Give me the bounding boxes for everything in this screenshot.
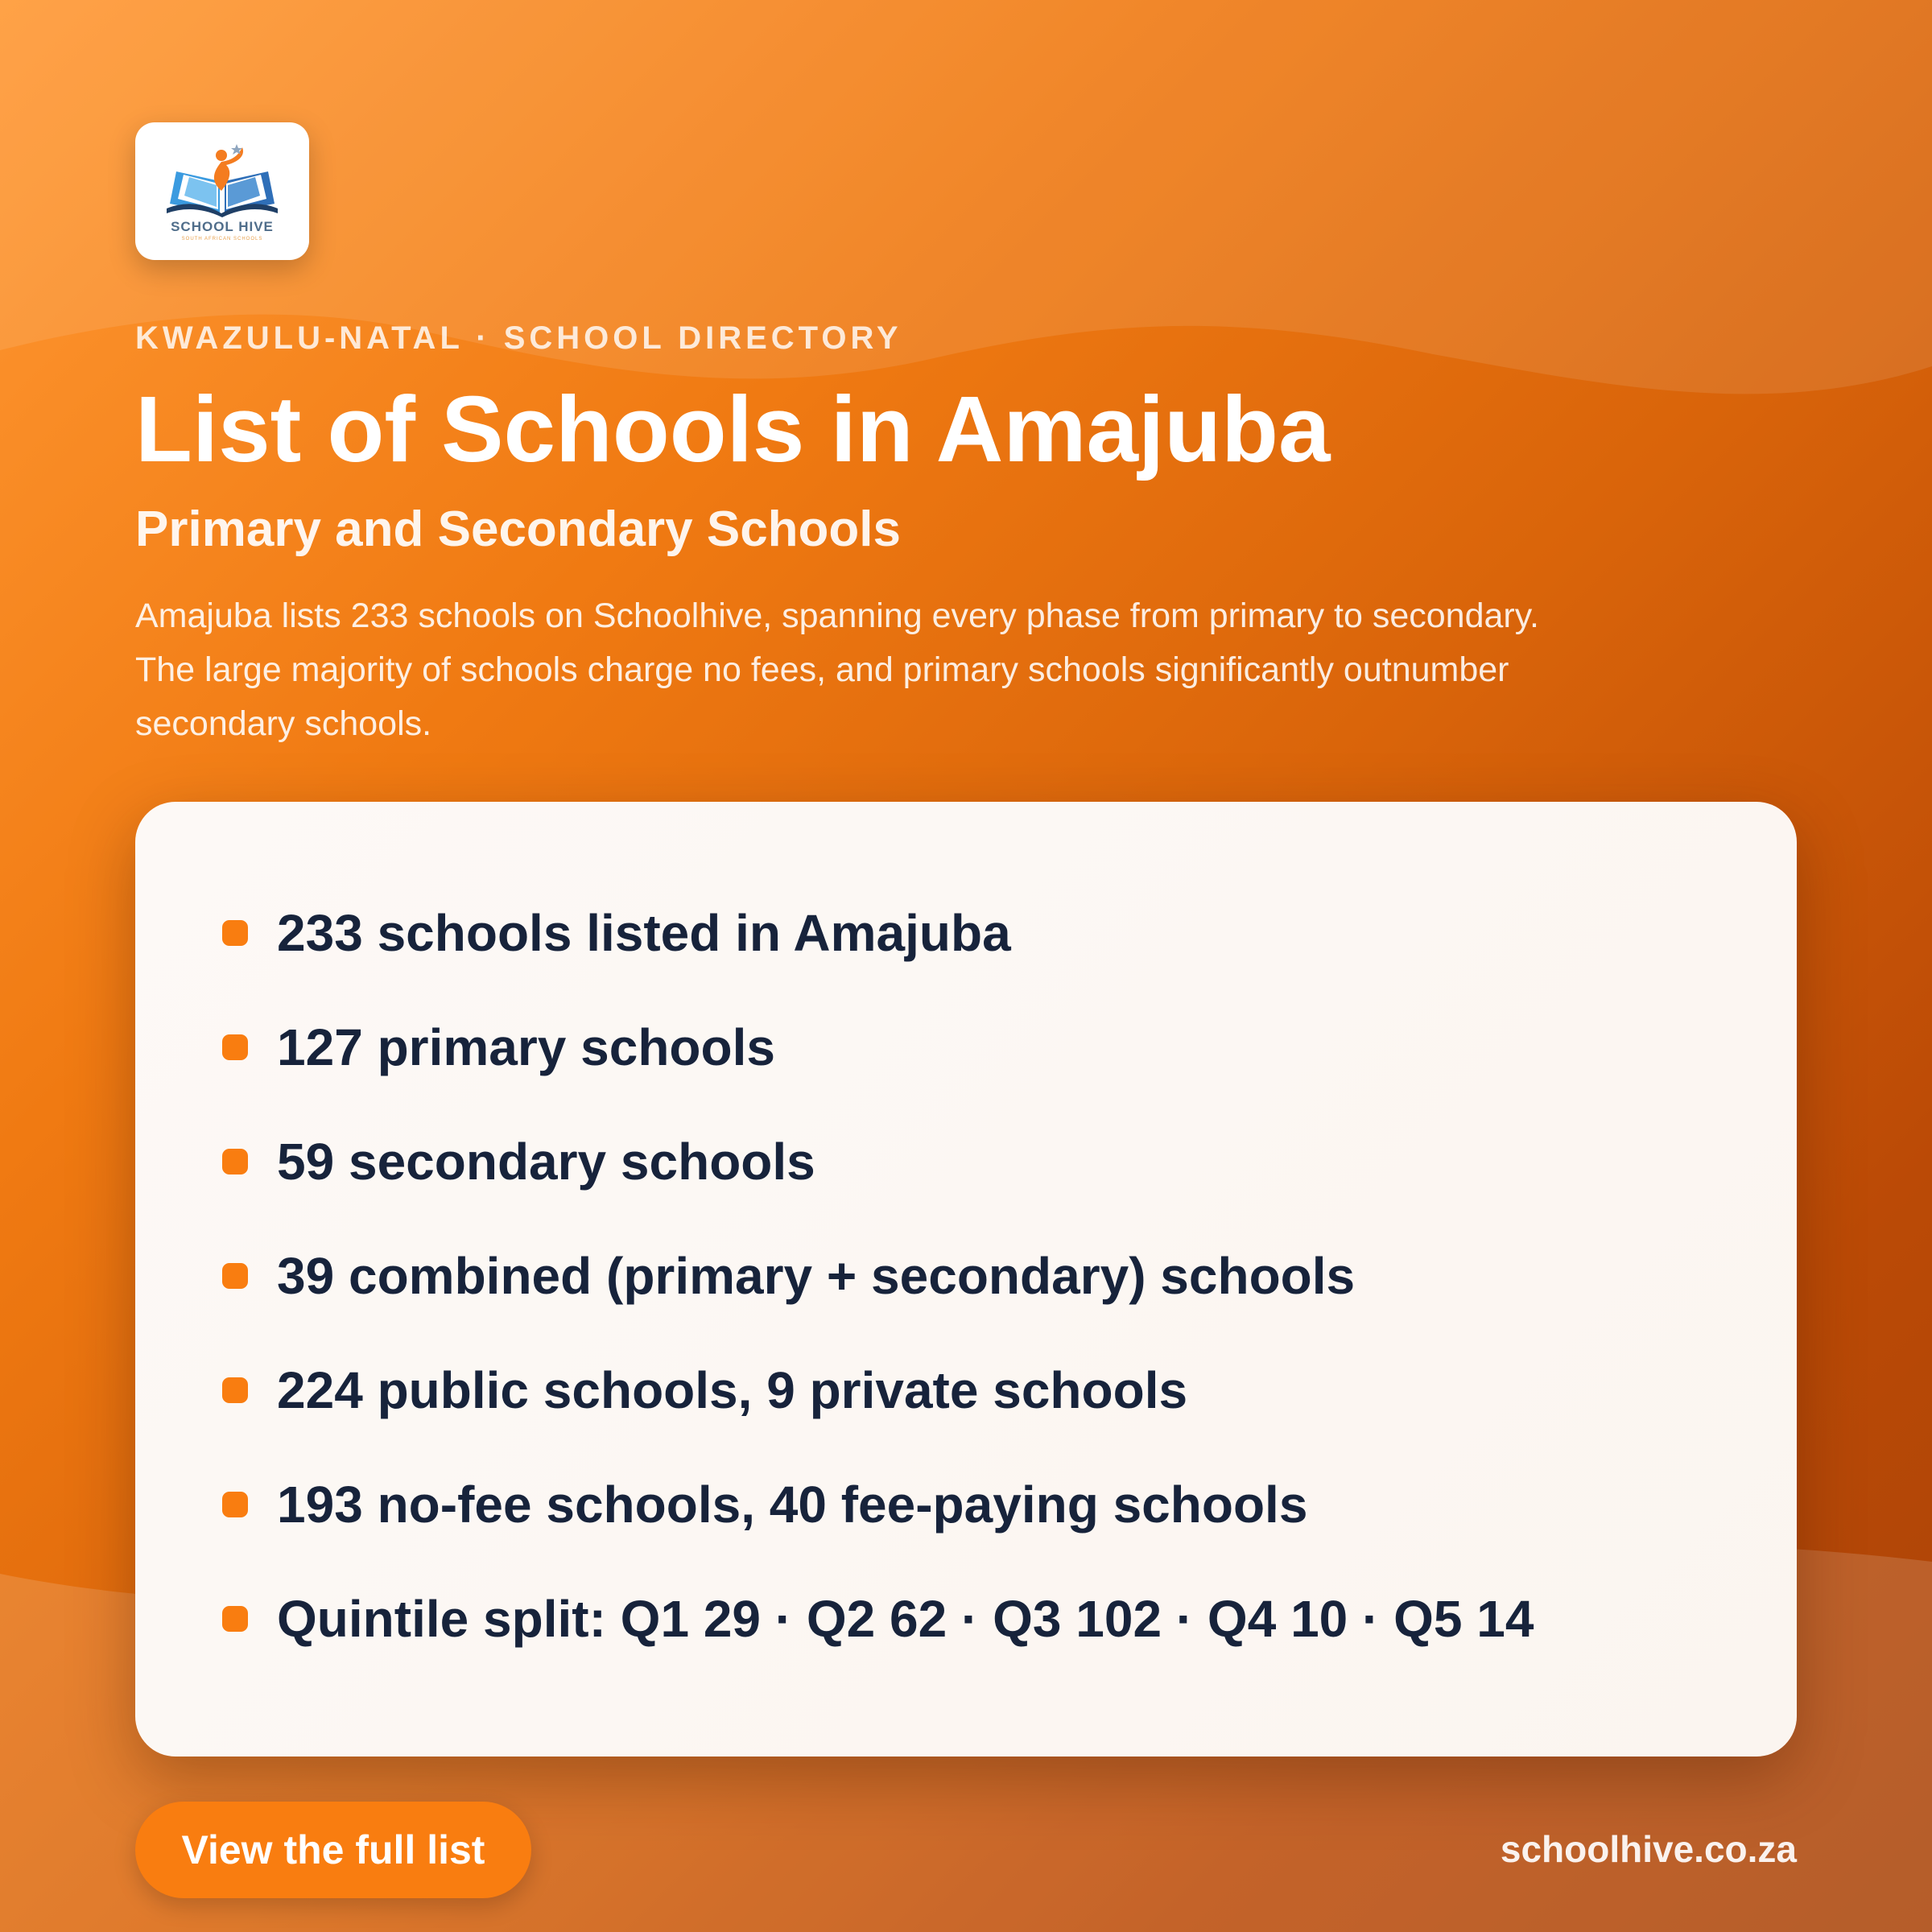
bullet-icon	[222, 1149, 248, 1174]
stat-item-combined	[135, 1219, 1797, 1333]
stats-list	[135, 876, 1797, 1676]
stat-item-fees	[135, 1447, 1797, 1562]
page-subtitle: Primary and Secondary Schools	[135, 502, 902, 557]
bullet-icon	[222, 920, 248, 946]
stat-text: 224 public schools, 9 private schools	[277, 1361, 1188, 1419]
bullet-icon	[222, 1263, 248, 1289]
stat-item-public-private	[135, 1333, 1797, 1447]
site-url: schoolhive.co.za	[1500, 1828, 1797, 1870]
stat-item-quintile	[135, 1562, 1797, 1676]
stat-text: 233 schools listed in Amajuba	[277, 904, 1011, 962]
bullet-icon	[222, 1377, 248, 1403]
stat-text: Quintile split: Q1 29 · Q2 62 · Q3 102 · Q4 10 · Q5 14	[277, 1590, 1534, 1648]
stat-text: 127 primary schools	[277, 1018, 775, 1076]
logo-tagline: SOUTH AFRICAN SCHOOLS	[181, 237, 263, 242]
page-description: Amajuba lists 233 schools on Schoolhive, spanning every phase from primary to secondary. The large majority of schools charge no fees, and primary schools significantly outnumber secondary schools.	[135, 597, 1539, 743]
view-full-list-button[interactable]: View the full list	[135, 1802, 531, 1898]
stat-text: 39 combined (primary + secondary) schools	[277, 1247, 1356, 1305]
stats-card	[135, 802, 1797, 1757]
open-book-icon	[162, 141, 283, 217]
stat-text: 59 secondary schools	[277, 1133, 815, 1191]
stat-item-total	[135, 876, 1797, 990]
bullet-icon	[222, 1606, 248, 1632]
stat-item-secondary	[135, 1104, 1797, 1219]
eyebrow-label: KWAZULU-NATAL · SCHOOL DIRECTORY	[135, 320, 902, 356]
stat-item-primary	[135, 990, 1797, 1104]
bullet-icon	[222, 1034, 248, 1060]
school-hive-logo	[135, 122, 309, 260]
page-title: List of Schools in Amajuba	[135, 377, 1331, 481]
logo-wordmark: SCHOOL HIVE	[171, 219, 274, 234]
bullet-icon	[222, 1492, 248, 1517]
stat-text: 193 no-fee schools, 40 fee-paying schools	[277, 1476, 1308, 1534]
